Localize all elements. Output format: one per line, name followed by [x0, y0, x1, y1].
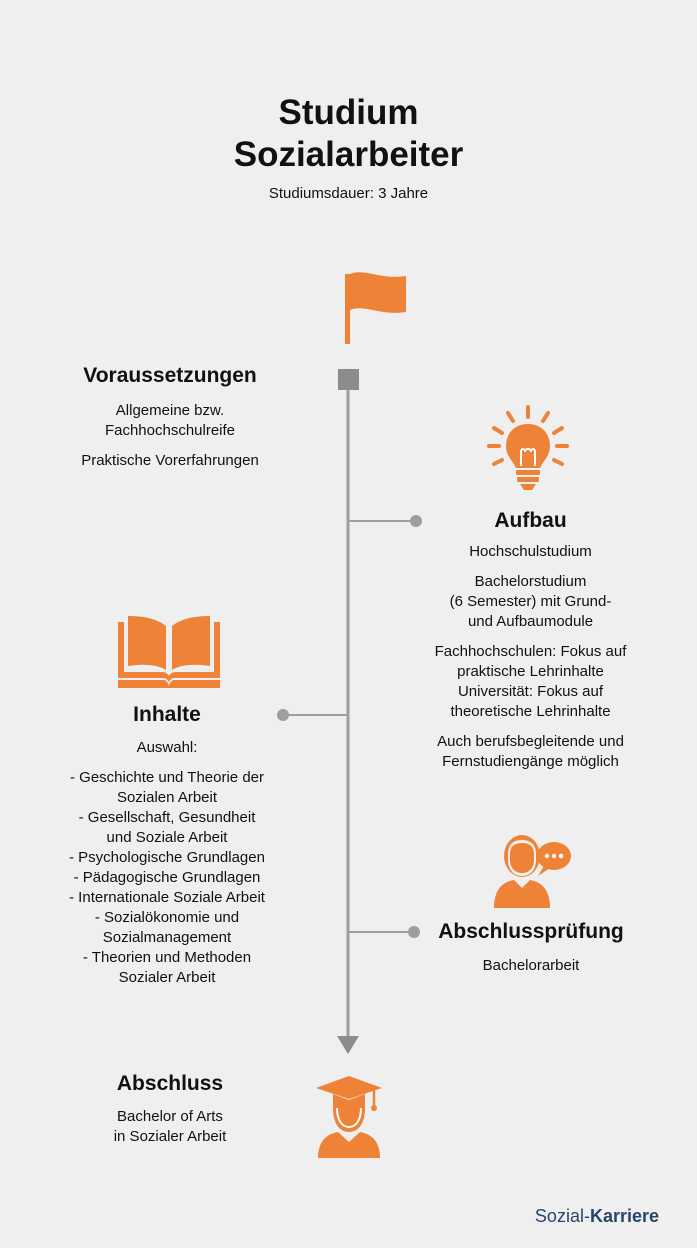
- aufbau-heading: Aufbau: [494, 509, 567, 532]
- aufbau-line: Hochschulstudium: [469, 543, 592, 560]
- lightbulb-icon: [486, 404, 570, 492]
- brand-part1: Sozial-: [534, 1206, 590, 1226]
- timeline-start-marker: [338, 369, 359, 390]
- voraussetzungen-line: Allgemeine bzw.: [115, 402, 225, 419]
- inhalte-line: - Internationale Soziale Arbeit: [69, 889, 265, 906]
- abschlusspruefung-line: Bachelorarbeit: [482, 957, 580, 974]
- study-duration: Studiumsdauer: 3 Jahre: [268, 185, 429, 202]
- voraussetzungen-line: Fachhochschulreife: [104, 422, 236, 439]
- abschlusspruefung-heading: Abschlussprüfung: [438, 920, 624, 943]
- inhalte-line: - Pädagogische Grundlagen: [73, 869, 261, 886]
- inhalte-line: - Geschichte und Theorie der: [70, 769, 264, 786]
- graduate-icon: [314, 1074, 384, 1158]
- abschluss-line: in Sozialer Arbeit: [113, 1128, 227, 1145]
- abschluss-text: [40, 1107, 300, 1147]
- inhalte-line: Sozialen Arbeit: [116, 789, 218, 806]
- brand-part2: Karriere: [589, 1206, 659, 1226]
- aufbau-line: theoretische Lehrinhalte: [450, 703, 611, 720]
- abschluss-heading: Abschluss: [116, 1072, 224, 1095]
- inhalte-intro: Auswahl:: [136, 739, 198, 756]
- abschlusspruefung-text: [400, 956, 662, 976]
- aufbau-line: (6 Semester) mit Grund-: [449, 593, 612, 610]
- person-speech-icon: [492, 826, 572, 908]
- timeline-end-arrow: [337, 1036, 359, 1054]
- aufbau-line: Fernstudiengänge möglich: [442, 753, 619, 770]
- voraussetzungen-line: Praktische Vorerfahrungen: [81, 452, 259, 469]
- inhalte-line: - Theorien und Methoden: [82, 949, 252, 966]
- page-title-line1: Studium: [278, 93, 419, 132]
- aufbau-text: [400, 542, 661, 772]
- inhalte-text: [37, 738, 297, 988]
- aufbau-line: praktische Lehrinhalte: [457, 663, 604, 680]
- flag-icon: [340, 270, 410, 346]
- abschluss-line: Bachelor of Arts: [117, 1108, 223, 1125]
- inhalte-line: Sozialmanagement: [102, 929, 232, 946]
- aufbau-line: Bachelorstudium: [474, 573, 587, 590]
- voraussetzungen-text: [40, 401, 300, 471]
- aufbau-line: Auch berufsbegleitende und: [437, 733, 624, 750]
- brand-logo[interactable]: [535, 1206, 659, 1227]
- aufbau-line: Fachhochschulen: Fokus auf: [434, 643, 627, 660]
- inhalte-line: - Gesellschaft, Gesundheit: [78, 809, 256, 826]
- inhalte-line: - Sozialökonomie und: [94, 909, 240, 926]
- book-icon: [116, 614, 222, 690]
- inhalte-line: Sozialer Arbeit: [118, 969, 216, 986]
- aufbau-line: und Aufbaumodule: [467, 613, 594, 630]
- aufbau-line: Universität: Fokus auf: [457, 683, 604, 700]
- page-title-line2: Sozialarbeiter: [233, 135, 464, 174]
- voraussetzungen-heading: Voraussetzungen: [83, 364, 257, 387]
- inhalte-line: - Psychologische Grundlagen: [69, 849, 265, 866]
- inhalte-line: und Soziale Arbeit: [106, 829, 228, 846]
- inhalte-heading: Inhalte: [133, 703, 201, 726]
